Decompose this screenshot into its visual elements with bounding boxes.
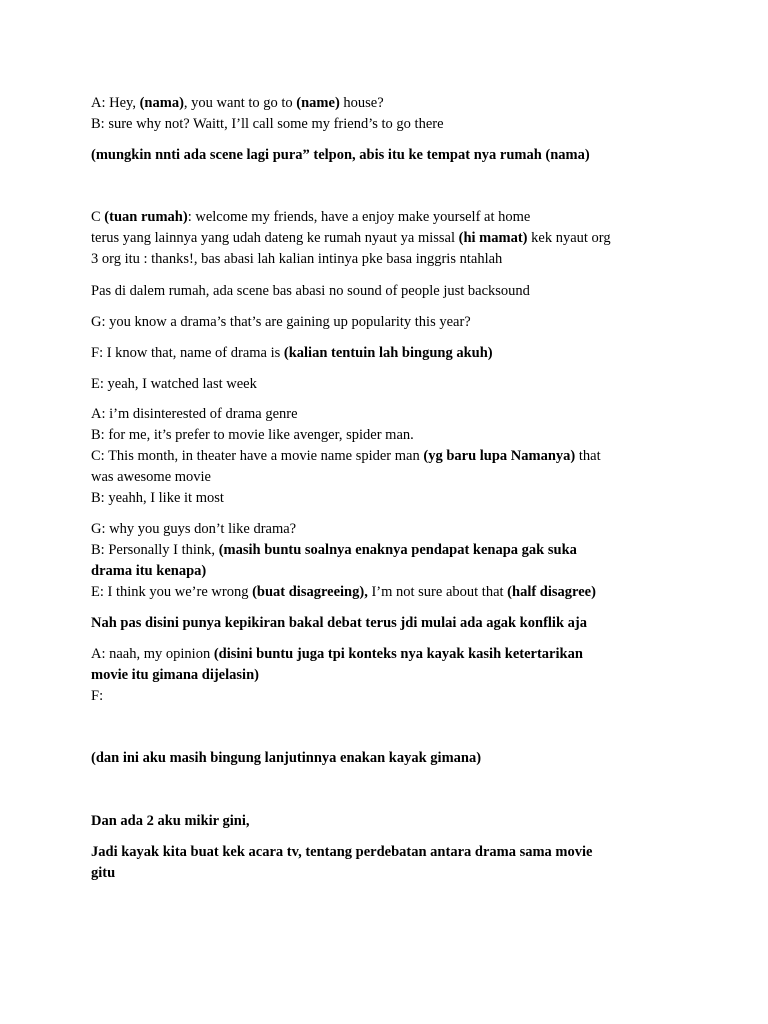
- text-run: E: yeah, I watched last week: [91, 376, 257, 392]
- text-line: [91, 281, 681, 302]
- bold-text: drama itu kenapa): [91, 563, 207, 579]
- text-line: [91, 374, 681, 395]
- text-run: G: you know a drama’s that’s are gaining up popularity this year?: [91, 314, 471, 330]
- bold-text: Nah pas disini punya kepikiran bakal debat terus jdi mulai ada agak konflik aja: [91, 615, 587, 631]
- paragraph: [91, 842, 681, 884]
- bold-text: (disini buntu juga tpi konteks nya kayak kasih ketertarikan: [213, 646, 583, 662]
- bold-text: (name): [296, 95, 340, 111]
- paragraph: [91, 281, 681, 302]
- text-line: [91, 748, 681, 769]
- text-line: [91, 686, 681, 707]
- paragraph: [91, 748, 681, 769]
- text-run: I’m not sure about that: [367, 584, 508, 600]
- text-line: [91, 446, 681, 467]
- paragraph: [91, 644, 681, 707]
- text-line: [91, 467, 681, 488]
- paragraph: [91, 811, 681, 832]
- paragraph: [91, 613, 681, 634]
- text-line: [91, 519, 681, 540]
- bold-text: Jadi kayak kita buat kek acara tv, tentang perdebatan antara drama sama movie: [91, 844, 593, 860]
- text-run: E: I think you we’re wrong: [91, 584, 253, 600]
- bold-text: (tuan rumah): [104, 209, 188, 225]
- text-line: [91, 93, 681, 114]
- bold-text: (buat disagreeing),: [252, 584, 368, 600]
- paragraph: [91, 93, 681, 135]
- text-line: [91, 665, 681, 686]
- bold-text: (dan ini aku masih bingung lanjutinnya enakan kayak gimana): [91, 750, 482, 766]
- text-line: [91, 811, 681, 832]
- text-run: B: sure why not? Waitt, I’ll call some my friend’s to go there: [91, 116, 444, 132]
- text-line: [91, 540, 681, 561]
- text-line: [91, 145, 681, 166]
- text-line: [91, 863, 681, 884]
- bold-text: (hi mamat): [458, 230, 528, 246]
- text-line: [91, 644, 681, 665]
- text-line: [91, 425, 681, 446]
- bold-text: (mungkin nnti ada scene lagi pura” telpon, abis itu ke tempat nya rumah (nama): [91, 147, 590, 163]
- text-run: 3 org itu : thanks!, bas abasi lah kalian intinya pke basa inggris ntahlah: [91, 251, 503, 267]
- text-run: B: yeahh, I like it most: [91, 490, 224, 506]
- text-line: [91, 343, 681, 364]
- paragraph: [91, 145, 681, 166]
- text-run: B: for me, it’s prefer to movie like avenger, spider man.: [91, 427, 414, 443]
- bold-text: (masih buntu soalnya enaknya pendapat kenapa gak suka: [218, 542, 577, 558]
- text-line: [91, 582, 681, 603]
- bold-text: (yg baru lupa Namanya): [423, 448, 576, 464]
- paragraph: [91, 207, 681, 270]
- text-run: C: This month, in theater have a movie name spider man: [91, 448, 424, 464]
- bold-text: (nama): [139, 95, 184, 111]
- text-run: was awesome movie: [91, 469, 211, 485]
- text-run: G: why you guys don’t like drama?: [91, 521, 297, 537]
- text-run: kek nyaut org: [527, 230, 611, 246]
- bold-text: (half disagree): [507, 584, 596, 600]
- bold-text: movie itu gimana dijelasin): [91, 667, 259, 683]
- text-run: that: [575, 448, 601, 464]
- bold-text: gitu: [91, 865, 116, 881]
- paragraph: [91, 343, 681, 364]
- bold-text: Dan ada 2 aku mikir gini,: [91, 813, 250, 829]
- paragraph: [91, 374, 681, 395]
- text-line: [91, 488, 681, 509]
- text-run: B: Personally I think,: [91, 542, 219, 558]
- text-line: [91, 207, 681, 228]
- text-run: house?: [339, 95, 384, 111]
- text-line: [91, 312, 681, 333]
- text-line: [91, 249, 681, 270]
- text-run: A: Hey,: [91, 95, 140, 111]
- text-line: [91, 404, 681, 425]
- paragraph: [91, 312, 681, 333]
- text-line: [91, 561, 681, 582]
- text-run: F: I know that, name of drama is: [91, 345, 284, 361]
- text-line: [91, 114, 681, 135]
- text-run: : welcome my friends, have a enjoy make yourself at home: [187, 209, 531, 225]
- text-run: F:: [91, 688, 104, 704]
- text-run: , you want to go to: [183, 95, 297, 111]
- text-run: A: naah, my opinion: [91, 646, 214, 662]
- text-line: [91, 613, 681, 634]
- bold-text: (kalian tentuin lah bingung akuh): [283, 345, 493, 361]
- paragraph: [91, 404, 681, 509]
- text-run: C: [91, 209, 105, 225]
- text-line: [91, 228, 681, 249]
- text-line: [91, 842, 681, 863]
- text-run: Pas di dalem rumah, ada scene bas abasi no sound of people just backsound: [91, 283, 530, 299]
- paragraph: [91, 519, 681, 603]
- text-run: A: i’m disinterested of drama genre: [91, 406, 298, 422]
- text-run: terus yang lainnya yang udah dateng ke rumah nyaut ya missal: [91, 230, 459, 246]
